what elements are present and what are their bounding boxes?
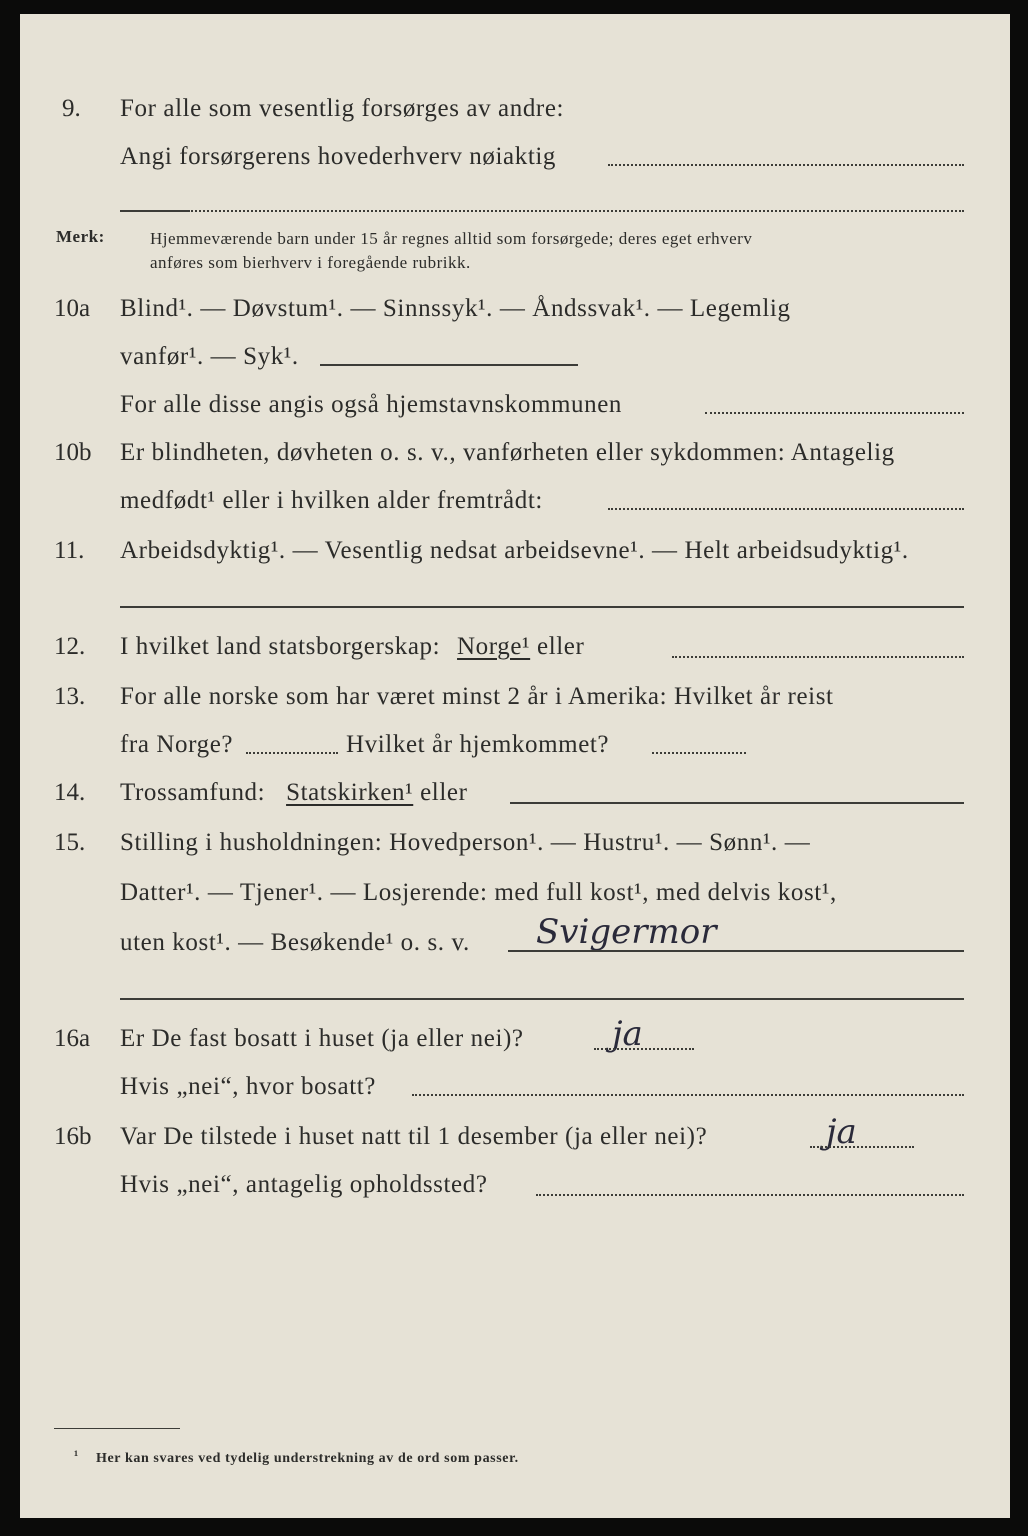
q15-handwritten-answer[interactable]: Svigermor <box>536 912 717 952</box>
q16b-line1: Var De tilstede i huset natt til 1 desember (ja eller nei)? <box>120 1123 708 1150</box>
q16b-number: 16b <box>54 1123 92 1150</box>
q9-line1: For alle som vesentlig forsørges av andre: <box>120 95 565 122</box>
q10a-syk-field[interactable] <box>320 364 578 366</box>
q16a-handwritten-answer[interactable]: ja <box>612 1014 643 1054</box>
merk-label: Merk: <box>56 227 105 246</box>
q10a-line2: vanfør¹. — Syk¹. <box>120 343 299 370</box>
q9-extra-field[interactable] <box>188 210 964 212</box>
q16a-answer-field <box>594 1048 694 1050</box>
q13-number: 13. <box>54 683 86 710</box>
q15-line2: Datter¹. — Tjener¹. — Losjerende: med full kost¹, med delvis kost¹, <box>120 879 837 906</box>
q14-text <box>120 778 468 808</box>
q13-line1: For alle norske som har været minst 2 år i Amerika: Hvilket år reist <box>120 683 834 710</box>
q15-answer-field <box>508 950 964 952</box>
q10a-line1: Blind¹. — Døvstum¹. — Sinnssyk¹. — Åndssvak¹. — Legemlig <box>120 295 791 322</box>
q13-line2b: Hvilket år hjemkommet? <box>346 731 610 758</box>
footnote-rule <box>54 1428 180 1429</box>
q15-extra-field[interactable] <box>120 998 964 1000</box>
q10a-number: 10a <box>54 295 91 322</box>
q16b-line2: Hvis „nei“, antagelig opholdssted? <box>120 1171 488 1198</box>
q12-question: I hvilket land statsborgerskap: <box>120 633 441 660</box>
q11-number: 11. <box>54 537 85 564</box>
q12-text <box>120 632 584 662</box>
q13-reist-field[interactable] <box>246 752 338 754</box>
footnote-text: Her kan svares ved tydelig understrekning av de ord som passer. <box>96 1451 519 1466</box>
q16a-bosatt-field[interactable] <box>412 1094 964 1096</box>
q11-answer-field[interactable] <box>120 606 964 608</box>
merk-line1: Hjemmeværende barn under 15 år regnes alltid som forsørgede; deres eget erhverv <box>150 229 753 248</box>
q9-rule-short <box>120 210 188 212</box>
q13-hjemkommet-field[interactable] <box>652 752 746 754</box>
q16b-handwritten-answer[interactable]: ja <box>826 1112 857 1152</box>
q11-line1: Arbeidsdyktig¹. — Vesentlig nedsat arbeidsevne¹. — Helt arbeidsudyktig¹. <box>120 537 909 564</box>
q13-line2a: fra Norge? <box>120 731 234 758</box>
q16a-line2: Hvis „nei“, hvor bosatt? <box>120 1073 377 1100</box>
footnote-mark: ¹ <box>74 1449 79 1464</box>
q14-question: Trossamfund: <box>120 779 266 806</box>
q12-other-country-field[interactable] <box>672 656 964 658</box>
q14-other-field[interactable] <box>510 802 964 804</box>
q10a-hjemstavn-field[interactable] <box>705 412 964 414</box>
q16a-line1: Er De fast bosatt i huset (ja eller nei)? <box>120 1025 524 1052</box>
q10b-number: 10b <box>54 439 92 466</box>
q16b-answer-field <box>810 1146 914 1148</box>
q10a-line3: For alle disse angis også hjemstavnskommunen <box>120 391 623 418</box>
q14-number: 14. <box>54 779 86 806</box>
q14-eller: eller <box>420 779 468 806</box>
q10b-line1: Er blindheten, døvheten o. s. v., vanførheten eller sykdommen: Antagelig <box>120 439 895 466</box>
q10b-answer-field[interactable] <box>608 508 964 510</box>
q10b-line2: medfødt¹ eller i hvilken alder fremtrådt: <box>120 487 543 514</box>
census-form-page <box>20 14 1010 1518</box>
q15-line3: uten kost¹. — Besøkende¹ o. s. v. <box>120 929 470 956</box>
q12-number: 12. <box>54 633 86 660</box>
q16b-opholdssted-field[interactable] <box>536 1194 964 1196</box>
q15-line1: Stilling i husholdningen: Hovedperson¹. — Hustru¹. — Sønn¹. — <box>120 829 811 856</box>
q9-number: 9. <box>62 95 81 122</box>
q9-line2: Angi forsørgerens hovederhverv nøiaktig <box>120 143 557 170</box>
q12-eller: eller <box>537 633 585 660</box>
q9-answer-field[interactable] <box>608 164 964 166</box>
q14-statskirken-option[interactable]: Statskirken¹ <box>286 779 414 806</box>
q16a-number: 16a <box>54 1025 91 1052</box>
q15-number: 15. <box>54 829 86 856</box>
q12-norge-option[interactable]: Norge¹ <box>457 633 531 660</box>
merk-line2: anføres som bierhverv i foregående rubrikk. <box>150 253 471 272</box>
